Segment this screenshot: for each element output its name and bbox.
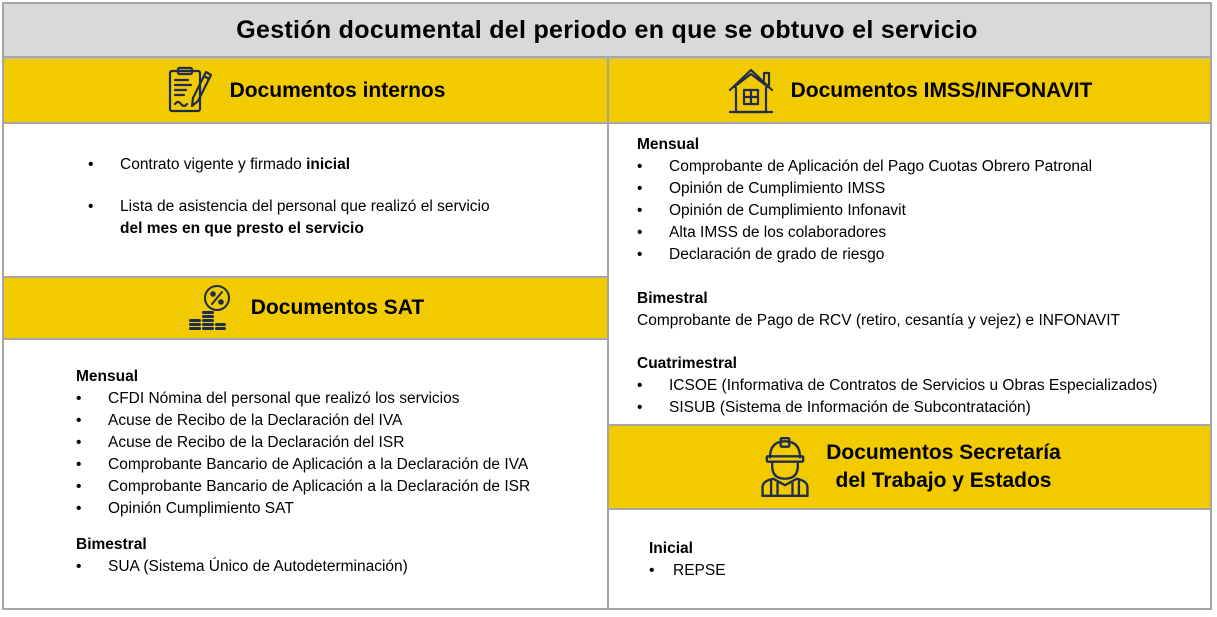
stps-inicial-list <box>649 560 1210 582</box>
document-management-diagram <box>2 2 1212 610</box>
list-item: • Acuse de Recibo de la Declaración del IVA <box>76 410 607 432</box>
stps-heading: Documentos Secretaría del Trabajo y Estados <box>826 441 1061 492</box>
diagram-title: Gestión documental del periodo en que se obtuvo el servicio <box>236 15 978 44</box>
list-item: • SUA (Sistema Único de Autodeterminación) <box>76 556 607 578</box>
list-item: • Alta IMSS de los colaboradores <box>637 222 1210 244</box>
house-icon <box>727 66 777 116</box>
list-item: • Lista de asistencia del personal que realizó el servicio del mes en que presto el servicio <box>88 196 490 240</box>
sat-mensual-label: Mensual <box>76 368 139 385</box>
imss-mensual-label: Mensual <box>637 136 700 153</box>
internos-header <box>4 58 607 124</box>
list-item: • Contrato vigente y firmado inicial <box>88 154 607 176</box>
diagram-title-bar <box>4 4 1210 58</box>
list-item: • ICSOE (Informativa de Contratos de Servicios u Obras Especializados) <box>637 375 1210 397</box>
stps-inicial-label: Inicial <box>649 540 693 557</box>
sat-bimestral-list <box>76 556 607 578</box>
imss-cuatrimestral-label: Cuatrimestral <box>637 355 737 372</box>
right-column <box>607 58 1210 610</box>
sat-header <box>4 276 607 340</box>
sat-heading: Documentos SAT <box>250 296 425 319</box>
imss-cuatrimestral-list <box>637 375 1210 419</box>
imss-bimestral-label: Bimestral <box>637 290 708 307</box>
sat-mensual-list <box>76 388 607 520</box>
coins-percent-icon <box>187 283 237 333</box>
list-item: • Comprobante Bancario de Aplicación a la Declaración de ISR <box>76 476 607 498</box>
imss-body <box>609 124 1210 424</box>
list-item: • Opinión Cumplimiento SAT <box>76 498 607 520</box>
internos-heading: Documentos internos <box>229 78 446 102</box>
stps-body <box>609 510 1210 610</box>
internos-list <box>88 154 607 240</box>
imss-heading: Documentos IMSS/INFONAVIT <box>790 78 1093 102</box>
sat-bimestral-label: Bimestral <box>76 536 147 553</box>
imss-header <box>609 58 1210 124</box>
stps-header <box>609 424 1210 510</box>
list-item: • Acuse de Recibo de la Declaración del ISR <box>76 432 607 454</box>
list-item: • CFDI Nómina del personal que realizó los servicios <box>76 388 607 410</box>
document-pen-icon <box>166 66 216 116</box>
list-item: • SISUB (Sistema de Información de Subcontratación) <box>637 397 1210 419</box>
list-item: • REPSE <box>649 560 1210 582</box>
sat-body <box>4 340 607 610</box>
imss-mensual-list <box>637 156 1210 266</box>
construction-worker-icon <box>758 436 812 498</box>
list-item: • Opinión de Cumplimiento Infonavit <box>637 200 1210 222</box>
list-item: • Declaración de grado de riesgo <box>637 244 1210 266</box>
list-item: • Opinión de Cumplimiento IMSS <box>637 178 1210 200</box>
list-item: • Comprobante Bancario de Aplicación a la Declaración de IVA <box>76 454 607 476</box>
left-column <box>4 58 607 610</box>
imss-bimestral-text: Comprobante de Pago de RCV (retiro, cesantía y vejez) e INFONAVIT <box>637 312 1120 329</box>
list-item: • Comprobante de Aplicación del Pago Cuotas Obrero Patronal <box>637 156 1210 178</box>
internos-body <box>4 124 607 276</box>
